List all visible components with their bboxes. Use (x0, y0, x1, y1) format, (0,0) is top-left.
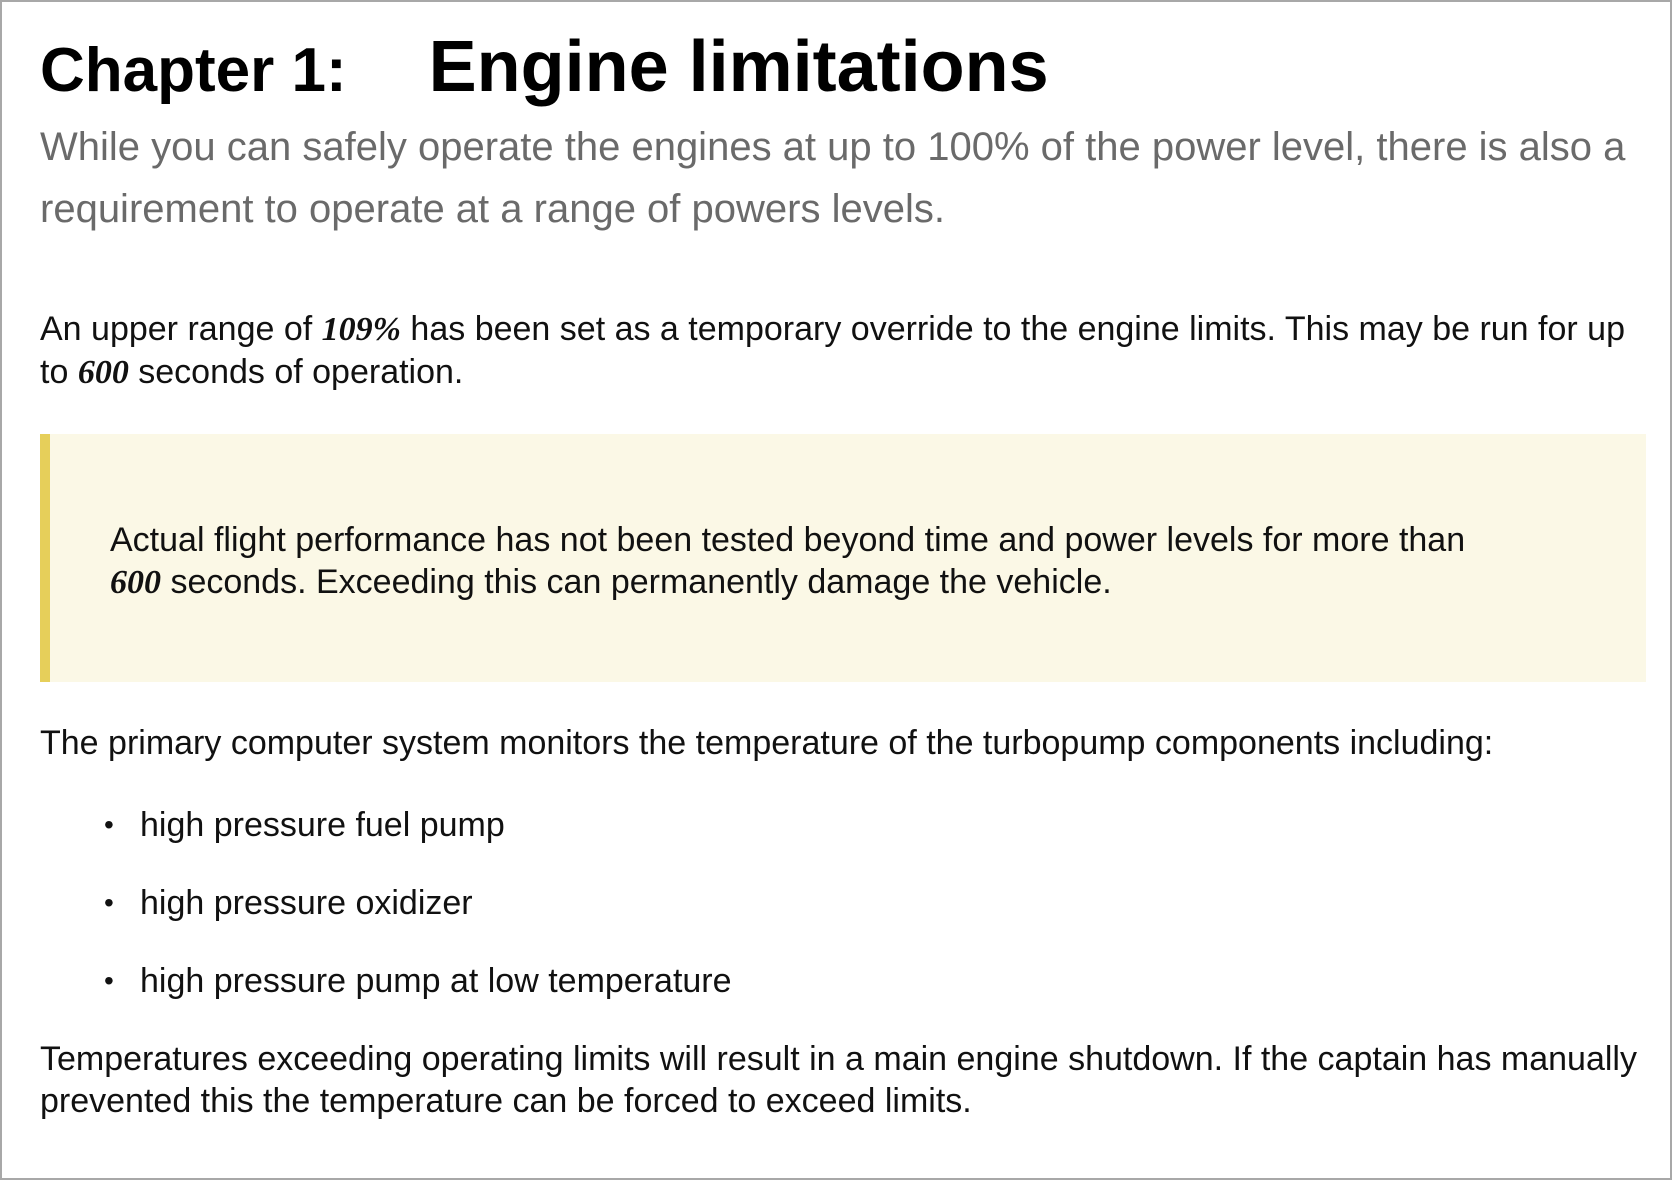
text-run: An upper range of (40, 310, 322, 348)
shutdown-paragraph: Temperatures exceeding operating limits will result in a main engine shutdown. If the captain has manually prevented this the temperature can be forced to exceed limits. (40, 1040, 1637, 1120)
text-run: Actual flight performance has not been tested beyond time and power levels for more than (110, 521, 1466, 559)
document-content (40, 28, 1650, 1122)
text-run: has been set as a temporary override to the engine limits. This may be run for up to (40, 310, 1625, 391)
warning-callout-text (110, 519, 1496, 604)
list-item (104, 882, 1650, 924)
chapter-title: Engine limitations (428, 27, 1049, 107)
bullet-icon: • (104, 887, 114, 918)
text-run: seconds. Exceeding this can permanently damage the vehicle. (161, 563, 1112, 601)
chapter-label: Chapter 1: (40, 36, 347, 105)
component-list (40, 804, 1650, 1002)
bullet-icon: • (104, 809, 114, 840)
chapter-subtitle: While you can safely operate the engines at up to 100% of the power level, there is also a requirement to operate at a range of powers levels. (40, 125, 1626, 231)
bullet-icon: • (104, 965, 114, 996)
duration-value: 600 (77, 354, 129, 391)
chapter-heading (40, 28, 1650, 110)
monitoring-paragraph: The primary computer system monitors the temperature of the turbopump components including: (40, 724, 1494, 762)
text-run: seconds of operation. (128, 353, 464, 391)
list-item-label: high pressure oxidizer (140, 884, 473, 922)
upper-range-paragraph (40, 308, 1650, 394)
list-item (104, 804, 1650, 846)
list-item (104, 960, 1650, 1002)
list-item-label: high pressure pump at low temperature (140, 962, 732, 1000)
warning-callout (40, 434, 1646, 682)
power-override-value: 109% (321, 311, 401, 348)
duration-value: 600 (110, 564, 161, 601)
list-item-label: high pressure fuel pump (140, 806, 505, 844)
